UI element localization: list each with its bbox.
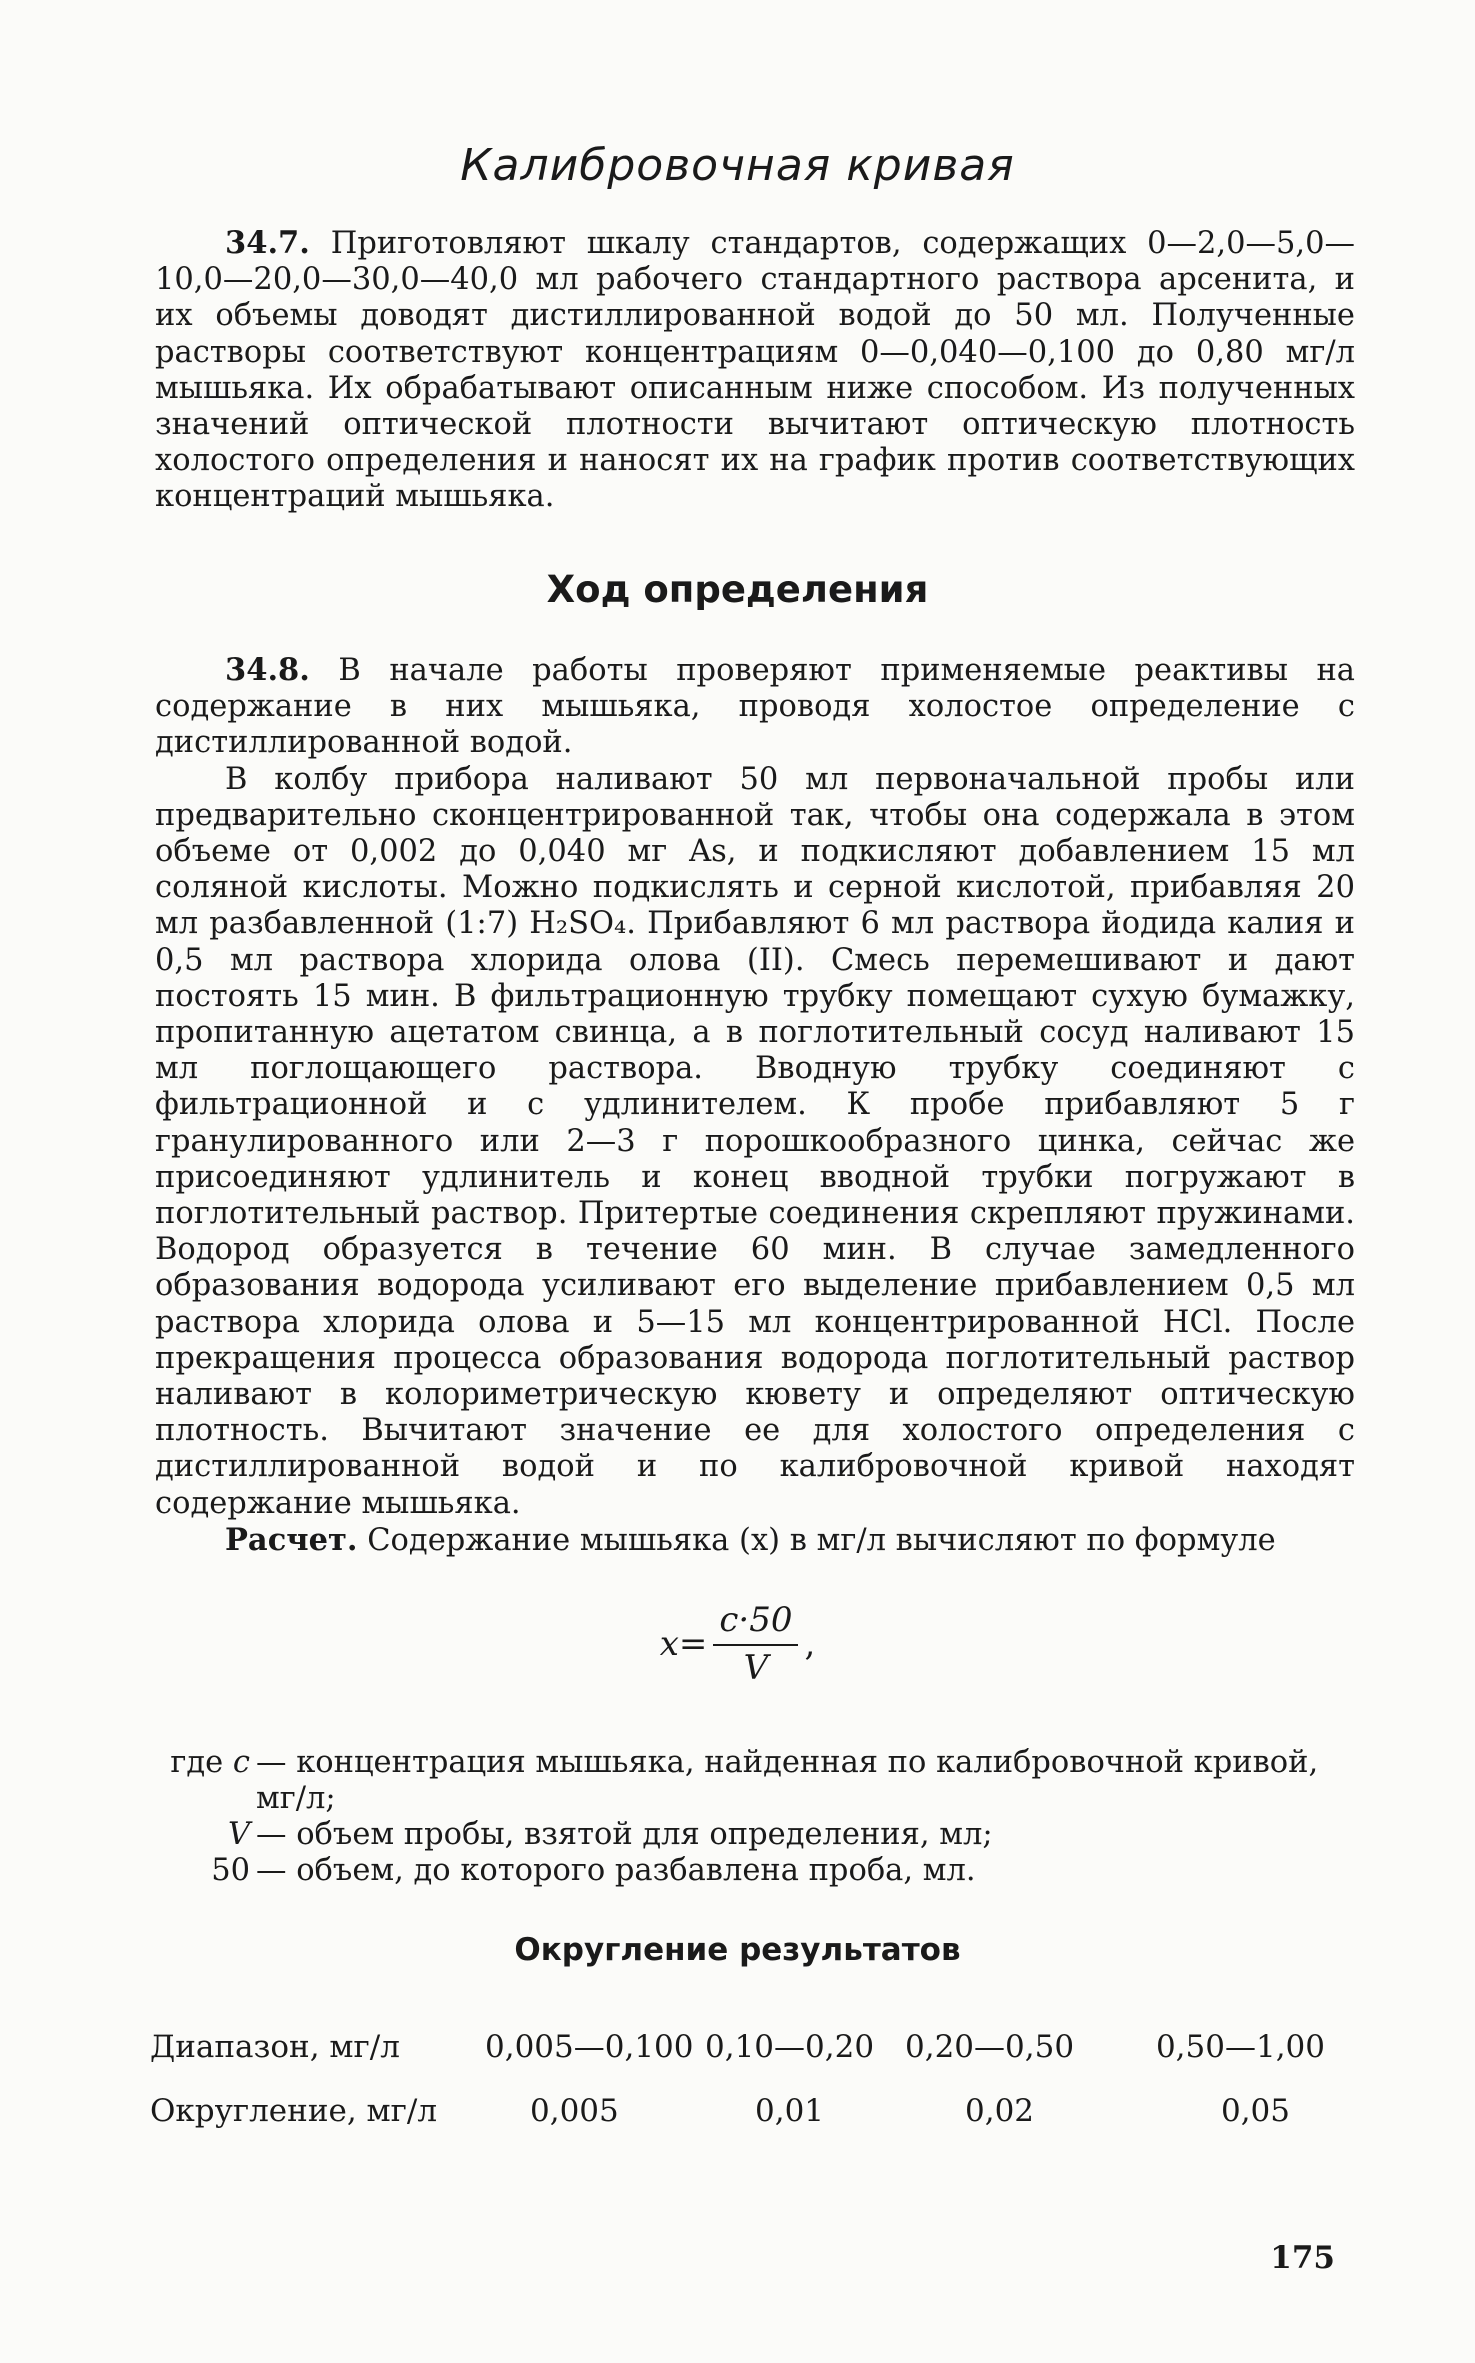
table-cell: 0,05 (1220, 2093, 1290, 2129)
legend-row (155, 1853, 1345, 1889)
legend-symbol: c (232, 1745, 250, 1780)
legend-desc: — концентрация мышьяка, найденная по калибровочной кривой, мг/л; (256, 1745, 1319, 1816)
table-cell: 0,02 (965, 2093, 1035, 2129)
legend-symbol: V (227, 1817, 250, 1852)
formula-legend (155, 1745, 1345, 1889)
formula-denominator: V (743, 1648, 769, 1688)
para-text: Приготовляют шкалу стандартов, содержащих 0—2,0—5,0—10,0—20,0—30,0—40,0 мл рабочего стандартного раствора арсенита, и их объемы доводят дистиллированной водой до 50 мл. Полученные растворы соответствуют концентрациям 0—0,040—0,100 до 0,80 мг/л мышьяка. Их обрабатывают описанным ниже способом. Из полученных значений оптической плотности вычитают оптическую плотность холостого определения и наносят их на график против соответствующих концентраций мышьяка. (155, 226, 1355, 515)
formula-numerator: c·50 (713, 1600, 798, 1646)
calibration-heading: Калибровочная кривая (460, 140, 1015, 191)
procedure-para: В колбу прибора наливают 50 мл первоначальной пробы или предварительно сконцентрированной так, чтобы она содержала в этом объеме от 0,002 до 0,040 мг As, и подкисляют добавлением 15 мл соляной кислоты. Можно подкислять и серной кислотой, прибавляя 20 мл разбавленной (1:7) H₂SO₄. Прибавляют 6 мл раствора йодида калия и 0,5 мл раствора хлорида олова (II). Смесь перемешивают и дают постоять 15 мин. В фильтрационную трубку помещают сухую бумажку, пропитанную ацетатом свинца, а в поглотительный сосуд наливают 15 мл поглощающего раствора. Вводную трубку соединяют с фильтрационной и с удлинителем. К пробе прибавляют 5 г гранулированного или 2—3 г порошкообразного цинка, сейчас же присоединяют удлинитель и конец вводной трубки погружают в поглотительный раствор. Притертые соединения скрепляют пружинами. Водород образуется в течение 60 мин. В случае замедленного образования водорода усиливают его выделение прибавлением 0,5 мл раствора хлорида олова и 5—15 мл концентрированной HCl. После прекращения процесса образования водорода поглотительный раствор наливают в колориметрическую кювету и определяют оптическую плотность. Вычитают значение ее для холостого определения с дистиллированной водой и по калибровочной кривой находят содержание мышьяка. (155, 761, 1355, 1521)
table-row (150, 2015, 1325, 2079)
legend-desc: — объем пробы, взятой для определения, мл; (256, 1817, 993, 1852)
legend-symbol: 50 (211, 1853, 250, 1888)
paragraph-34-7 (155, 225, 1355, 516)
row-label: Диапазон, мг/л (150, 2029, 400, 2065)
para-number: 34.7. (225, 225, 310, 261)
page-number: 175 (1270, 2240, 1335, 2276)
legend-prefix: где (170, 1745, 224, 1780)
row-label: Округление, мг/л (150, 2093, 438, 2129)
formula-trailing: , (804, 1624, 816, 1664)
legend-row (155, 1817, 1345, 1853)
table-cell: 0,20—0,50 (905, 2029, 1075, 2065)
legend-desc: — объем, до которого разбавлена проба, мл. (256, 1853, 976, 1888)
table-cell: 0,10—0,20 (705, 2029, 875, 2065)
para-text: В начале работы проверяют применяемые реактивы на содержание в них мышьяка, проводя холостое определение с дистиллированной водой. (155, 653, 1355, 761)
table-cell: 0,01 (755, 2093, 825, 2129)
table-cell: 0,50—1,00 (1155, 2029, 1325, 2065)
table-cell: 0,005 (530, 2093, 619, 2129)
table-row (150, 2079, 1325, 2143)
table-cell: 0,005—0,100 (485, 2029, 694, 2065)
formula (0, 1600, 1475, 1688)
calc-text: Содержание мышьяка (x) в мг/л вычисляют по формуле (367, 1522, 1276, 1558)
para-number: 34.8. (225, 652, 310, 688)
formula-fraction (713, 1600, 798, 1688)
rounding-heading: Округление результатов (514, 1932, 961, 1968)
formula-lhs: x= (659, 1624, 708, 1664)
procedure-heading: Ход определения (546, 568, 929, 611)
legend-row (155, 1745, 1345, 1817)
calc-label: Расчет. (225, 1521, 358, 1558)
rounding-table (150, 2015, 1325, 2143)
procedure-body (155, 652, 1355, 1559)
